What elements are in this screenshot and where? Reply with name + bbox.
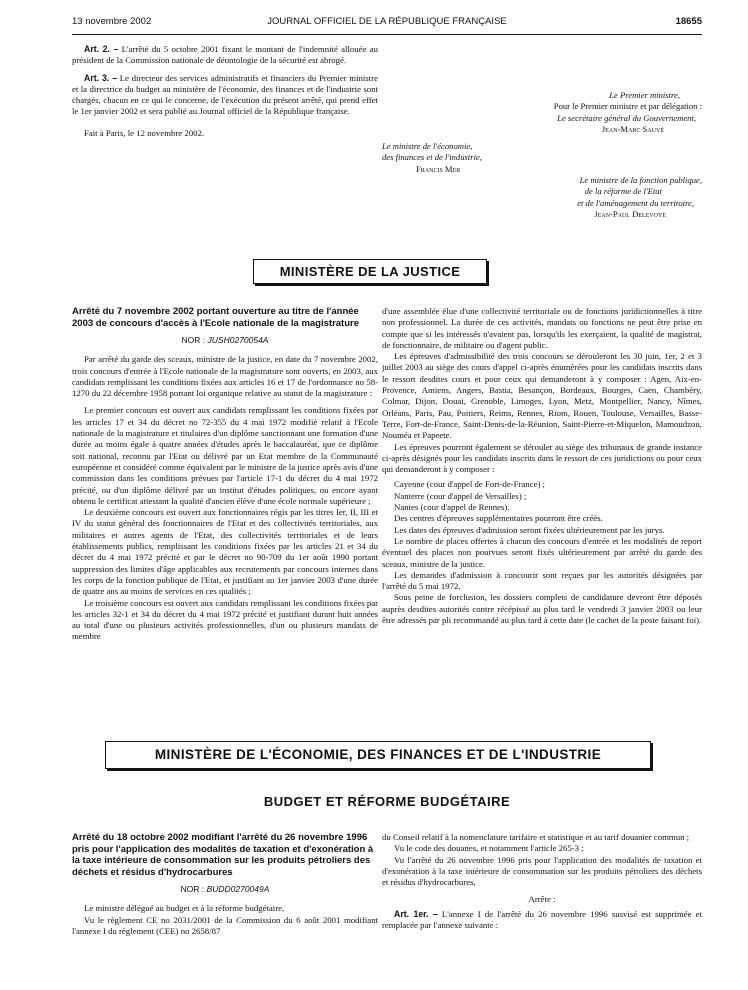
signature-ministre-economie: Le ministre de l'économie, des finances et de l'industrie, Francis Mer: [382, 141, 482, 174]
previous-arrete-end: [72, 44, 378, 139]
article-1: Art. 1er. – L'annexe I de l'arrêté du 26 novembre 1996 susvisé est supprimée et remplacée par l'annexe suivante :: [382, 908, 702, 931]
list-item: Nantes (cour d'appel de Rennes).: [394, 502, 510, 513]
running-header: [72, 16, 702, 30]
justice-left-column: [72, 306, 378, 643]
tribunal-list: [382, 479, 702, 513]
paragraph: Les dates des épreuves d'admission seront fixées ultérieurement par les jurys.: [394, 524, 665, 535]
paragraph: Vu le règlement CE no 2031/2001 de la Commission du 6 août 2001 modifiant l'annexe I du règlement (CEE) no 2658/87: [72, 914, 378, 936]
paragraph: Vu le code des douanes, et notamment l'article 265-3 ;: [394, 843, 584, 854]
nor-economie: NOR : BUDD0270049A: [180, 884, 270, 894]
paragraph: Les demandes d'admission à concourir sont reçues par les autorités désignées par l'arrêté du 5 mai 1972.: [382, 569, 702, 592]
ministry-title-justice: MINISTÈRE DE LA JUSTICE: [253, 259, 487, 284]
arrete-word: Arrête :: [528, 894, 556, 905]
header-page-number: 18655: [675, 16, 702, 27]
list-item: Nanterre (cour d'appel de Versailles) ;: [394, 490, 527, 501]
header-journal: JOURNAL OFFICIEL DE LA RÉPUBLIQUE FRANÇAISE: [267, 16, 507, 27]
header-date: 13 novembre 2002: [72, 16, 152, 27]
fait-a-paris: Fait à Paris, le 12 novembre 2002.: [84, 127, 205, 138]
paragraph: Le ministre délégué au budget et à la réforme budgétaire,: [84, 903, 285, 914]
header-rule: [72, 34, 702, 35]
paragraph: Les épreuves pourront également se dérouler au siège des tribunaux de grande instance ci-après désignés pour les candidats inscrits dans le ressort de ces juridictions ou pour ceux qui demanderont à y composer :: [382, 441, 702, 475]
economie-left-column: [72, 832, 378, 937]
justice-right-column: [382, 306, 702, 626]
article-3: Art. 3. – Le directeur des services administratifs et financiers du Premier ministre et la directrice du budget au ministère de l'économie, des finances et de l'industrie sont chargés, chacun en ce qui le concerne, de l'exécution du présent arrêté, qui prend effet le 1er janvier 2002 et sera publié au Journal officiel de la République française.: [72, 72, 378, 117]
paragraph: du Conseil relatif à la nomenclature tarifaire et statistique et au tarif douanier commun ;: [382, 832, 690, 842]
nor-justice: NOR : JUSH0270054A: [181, 335, 269, 345]
signature-ministre-fonction-publique: Le ministre de la fonction publique, de la réforme de l'Etat et de l'aménagement du territoire, Jean-Paul Delevoye: [577, 175, 702, 219]
paragraph: d'une assemblée élue d'une collectivité territoriale ou de fonctions juridictionnelles à titre non professionnel. La durée de ces activités, mandats ou fonctions ne peut être prise en compte que si les intéressés n'avaient pas, lorsqu'ils les exerçaient, la qualité de magistrat, de fonctionnaire, de militaire ou d'agent public.: [382, 306, 702, 350]
economie-right-column: [382, 832, 702, 931]
arrete-title-economie: Arrêté du 18 octobre 2002 modifiant l'arrêté du 26 novembre 1996 pris pour l'application des modalités de taxation et d'exonération à la taxe intérieure de consommation sur les produits pétroliers des déchets et résidus d'hydrocarbures: [72, 832, 374, 878]
paragraph: Le nombre de places offertes à chacun des concours d'entrée et les modalités de report éventuel des places non pourvues seront fixés ultérieurement par arrêté du garde des sceaux, ministre de la justice.: [382, 535, 702, 569]
paragraph: Le troisième concours est ouvert aux candidats remplissant les conditions fixées par les articles 32-1 et 34 du décret du 4 mai 1972 précité et justifiant durant huit années au total d'une ou plusieurs activités professionnelles, d'un ou plusieurs mandats de membre: [72, 597, 378, 642]
ministry-title-economie: MINISTÈRE DE L'ÉCONOMIE, DES FINANCES ET DE L'INDUSTRIE: [105, 741, 651, 769]
list-item: Cayenne (cour d'appel de Fort-de-France) ;: [394, 479, 545, 490]
paragraph: Vu l'arrêté du 26 novembre 1996 pris pour l'application des modalités de taxation et d'exonération à la taxe intérieure de consommation sur les produits pétroliers des déchets et résidus d'hydrocarbures,: [382, 854, 702, 888]
section-title-budget: BUDGET ET RÉFORME BUDGÉTAIRE: [263, 794, 511, 809]
paragraph: Par arrêté du garde des sceaux, ministre de la justice, en date du 7 novembre 2002, trois concours d'entrée à l'Ecole nationale de la magistrature sont ouverts, en 2003, aux candidats remplissant les conditions fixées aux articles 16 et 17 de l'ordonnance no 58-1270 du 22 décembre 1958 portant loi organique relative au statut de la magistrature :: [72, 354, 378, 399]
paragraph: Des centres d'épreuves supplémentaires pourront être créés.: [394, 513, 603, 524]
paragraph: Sous peine de forclusion, les dossiers complets de candidature devront être déposés auprès desdites autorités contre récépissé au plus tard le vendredi 3 janvier 2003 ou leur être adressés par pli recommandé au plus tard à cette date (le cachet de la poste faisant foi).: [382, 592, 702, 626]
paragraph: Le deuxième concours est ouvert aux fonctionnaires régis par les titres Ier, II, III et IV du statut général des fonctionnaires de l'Etat et des collectivités territoriales, aux militaires et autres agents de l'Etat, des collectivités territoriales et de leurs établissements publics, remplissant les conditions fixées par les articles 21 et 34 du décret du 4 mai 1972 précité et par le décret no 90-709 du 1er août 1990 portant suppression des limites d'âge applicables aux recrutements par concours internes dans les corps de la fonction publique de l'Etat, et justifiant au 1er janvier 2003 d'une durée de quatre ans au moins de services en ces qualités ;: [72, 507, 378, 597]
signature-premier-ministre: Le Premier ministre, Pour le Premier ministre et par délégation : Le secrétaire général du Gouvernement, Jean-Marc Sauvé: [553, 90, 702, 134]
arrete-title-justice: Arrêté du 7 novembre 2002 portant ouverture au titre de l'année 2003 de concours d'accès à l'Ecole nationale de la magistrature: [72, 306, 359, 329]
article-2: Art. 2. – L'arrêté du 5 octobre 2001 fixant le montant de l'indemnité allouée au président de la Commission nationale de déontologie de la sécurité est abrogé.: [72, 44, 378, 66]
paragraph: Les épreuves d'admissibilité des trois concours se dérouleront les 30 juin, 1er, 2 et 3 juillet 2003 au siège des cours d'appel ci-après énumérées pour les candidats inscrits dans le ressort desdites cours et pour ceux qui demanderont à y composer : Agen, Aix-en-Provence, Amiens, Angers, Bastia, Besançon, Bordeaux, Bourges, Caen, Chambéry, Colmar, Dijon, Douai, Grenoble, Limoges, Lyon, Metz, Montpellier, Nancy, Nîmes, Orléans, Paris, Pau, Poitiers, Reims, Rennes, Riom, Rouen, Toulouse, Versailles, Basse-Terre, Fort-de-France, Saint-Denis-de-la-Réunion, Saint-Pierre-et-Miquelon, Mamoudzou, Nouméa et Papeete.: [382, 351, 702, 441]
paragraph: Le premier concours est ouvert aux candidats remplissant les conditions fixées par les articles 17 et 34 du décret no 72-355 du 4 mai 1972 modifié relatif à l'Ecole nationale de la magistrature et titulaires d'un diplôme sanctionnant une formation d'une durée au moins égale à quatre années d'études après le baccalauréat, que ce diplôme soit national, reconnu par l'Etat ou délivré par un Etat membre de la Communauté européenne et considéré comme équivalent par le ministre de la justice après avis d'une commission dans les conditions prévues par l'article 17-1 du décret du 4 mai 1972 précité, ou d'un diplôme délivré par un institut d'études politiques, ou encore ayant obtenu le certificat attestant la qualité d'ancien élève d'une école normale supérieure ;: [72, 405, 378, 506]
